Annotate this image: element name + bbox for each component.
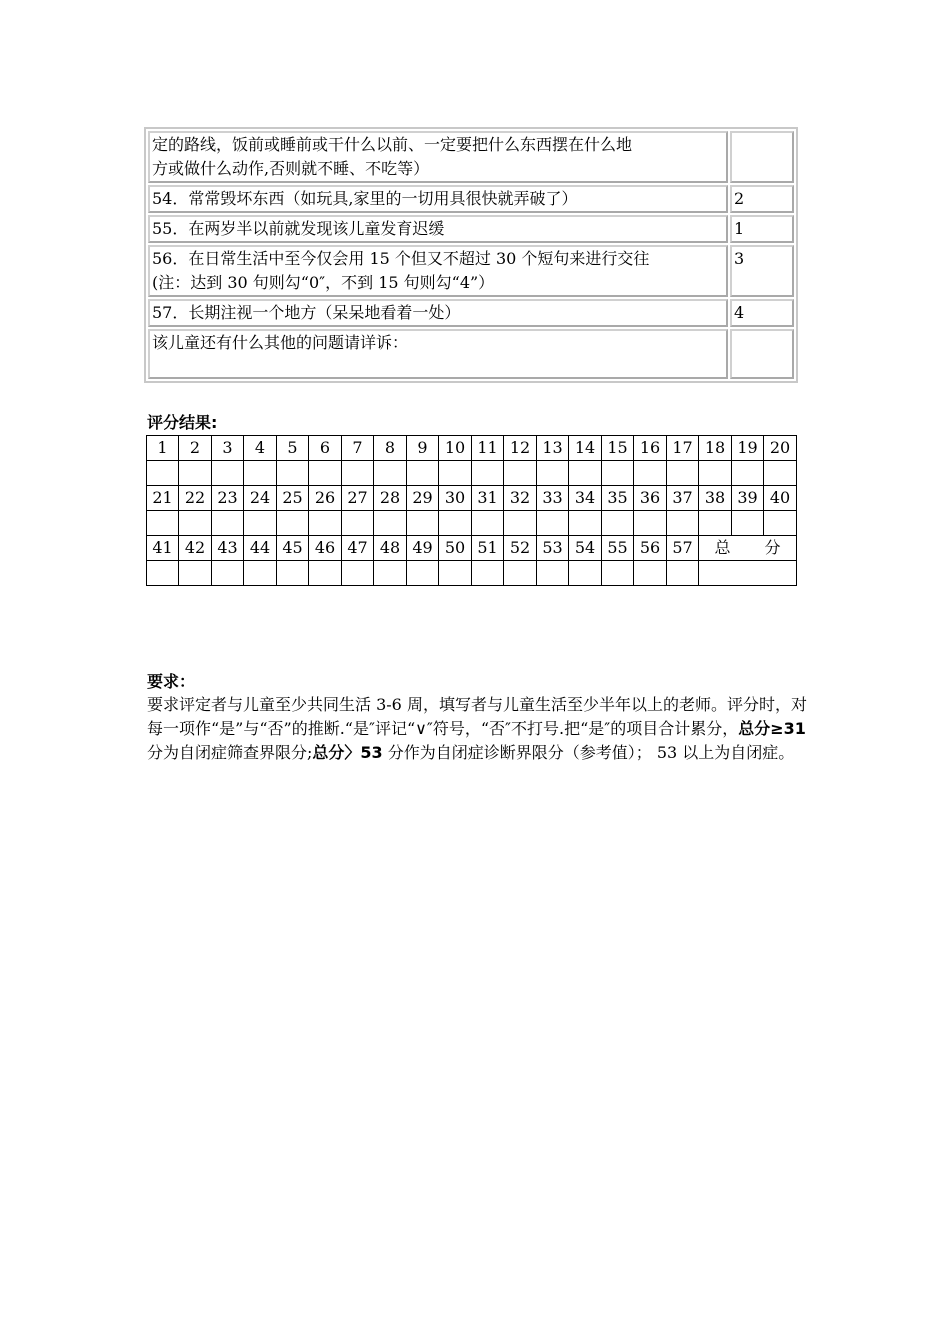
total-label-cell	[699, 536, 797, 561]
score-entry-cell[interactable]	[764, 511, 797, 536]
item-number-cell: 19	[732, 436, 764, 461]
question-row	[148, 185, 794, 213]
score-entry-cell[interactable]	[407, 461, 439, 486]
score-entry-cell[interactable]	[244, 461, 277, 486]
item-number-cell: 28	[374, 486, 407, 511]
item-number-cell: 21	[147, 486, 179, 511]
grid-score-row	[147, 461, 797, 486]
question-score	[730, 329, 794, 379]
grid-number-row	[147, 436, 797, 461]
item-number-cell: 55	[602, 536, 634, 561]
score-entry-cell[interactable]	[309, 461, 342, 486]
item-number-cell: 36	[634, 486, 667, 511]
item-number-cell: 2	[179, 436, 212, 461]
requirements-text-3: 分作为自闭症诊断界限分（参考值）； 53 以上为自闭症。	[382, 743, 795, 762]
item-number-cell: 16	[634, 436, 667, 461]
question-text: 57．长期注视一个地方（呆呆地看着一处）	[148, 299, 728, 327]
item-number-cell: 12	[504, 436, 537, 461]
score-entry-cell[interactable]	[374, 561, 407, 586]
item-number-cell: 50	[439, 536, 472, 561]
item-number-cell: 17	[667, 436, 699, 461]
score-entry-cell[interactable]	[537, 561, 569, 586]
item-number-cell: 26	[309, 486, 342, 511]
score-grid	[146, 435, 797, 586]
item-number-cell: 15	[602, 436, 634, 461]
score-entry-cell[interactable]	[244, 511, 277, 536]
score-entry-cell[interactable]	[602, 511, 634, 536]
score-entry-cell[interactable]	[569, 561, 602, 586]
score-entry-cell[interactable]	[374, 461, 407, 486]
item-number-cell: 41	[147, 536, 179, 561]
score-entry-cell[interactable]	[634, 511, 667, 536]
item-number-cell: 20	[764, 436, 797, 461]
score-entry-cell[interactable]	[472, 561, 504, 586]
threshold-screening: 总分≥31	[738, 719, 806, 738]
grid-number-row	[147, 486, 797, 511]
score-entry-cell[interactable]	[537, 511, 569, 536]
score-entry-cell[interactable]	[602, 561, 634, 586]
item-number-cell: 23	[212, 486, 244, 511]
item-number-cell: 45	[277, 536, 309, 561]
score-entry-cell[interactable]	[277, 511, 309, 536]
item-number-cell: 14	[569, 436, 602, 461]
requirements-text-1: 要求评定者与儿童至少共同生活 3-6 周，填写者与儿童生活至少半年以上的老师。评分时，对每一项作“是”与“否”的推断.“是″评记“∨″符号，“否″不打号.把“是″的项目合计累分，	[147, 695, 807, 738]
item-number-cell: 47	[342, 536, 374, 561]
item-number-cell: 35	[602, 486, 634, 511]
total-label-2: 分	[764, 538, 781, 557]
score-entry-cell[interactable]	[407, 561, 439, 586]
score-entry-cell[interactable]	[699, 561, 797, 586]
item-number-cell: 33	[537, 486, 569, 511]
score-entry-cell[interactable]	[147, 561, 179, 586]
score-entry-cell[interactable]	[504, 461, 537, 486]
question-score: 1	[730, 215, 794, 243]
score-entry-cell[interactable]	[374, 511, 407, 536]
item-number-cell: 49	[407, 536, 439, 561]
item-number-cell: 57	[667, 536, 699, 561]
question-text: 56．在日常生活中至今仅会用 15 个但又不超过 30 个短句来进行交往 (注：达到 30 句则勾“0″，不到 15 句则勾“4”）	[148, 245, 728, 297]
score-entry-cell[interactable]	[472, 461, 504, 486]
grid-number-row	[147, 536, 797, 561]
question-text: 54．常常毁坏东西（如玩具,家里的一切用具很快就弄破了）	[148, 185, 728, 213]
item-number-cell: 39	[732, 486, 764, 511]
score-entry-cell[interactable]	[212, 461, 244, 486]
score-entry-cell[interactable]	[472, 511, 504, 536]
item-number-cell: 9	[407, 436, 439, 461]
item-number-cell: 54	[569, 536, 602, 561]
item-number-cell: 3	[212, 436, 244, 461]
score-entry-cell[interactable]	[179, 561, 212, 586]
item-number-cell: 22	[179, 486, 212, 511]
total-label-1: 总	[714, 538, 731, 557]
score-entry-cell[interactable]	[667, 461, 699, 486]
score-entry-cell[interactable]	[667, 561, 699, 586]
item-number-cell: 48	[374, 536, 407, 561]
question-score: 3	[730, 245, 794, 297]
item-number-cell: 10	[439, 436, 472, 461]
score-entry-cell[interactable]	[667, 511, 699, 536]
item-number-cell: 1	[147, 436, 179, 461]
item-number-cell: 8	[374, 436, 407, 461]
score-entry-cell[interactable]	[342, 561, 374, 586]
item-number-cell: 38	[699, 486, 732, 511]
item-number-cell: 7	[342, 436, 374, 461]
score-entry-cell[interactable]	[179, 461, 212, 486]
item-number-cell: 31	[472, 486, 504, 511]
score-entry-cell[interactable]	[764, 461, 797, 486]
item-number-cell: 30	[439, 486, 472, 511]
score-entry-cell[interactable]	[212, 511, 244, 536]
score-entry-cell[interactable]	[277, 461, 309, 486]
item-number-cell: 32	[504, 486, 537, 511]
question-score	[730, 131, 794, 183]
item-number-cell: 37	[667, 486, 699, 511]
item-number-cell: 24	[244, 486, 277, 511]
question-row	[148, 299, 794, 327]
item-number-cell: 51	[472, 536, 504, 561]
score-entry-cell[interactable]	[537, 461, 569, 486]
question-text: 55．在两岁半以前就发现该儿童发育迟缓	[148, 215, 728, 243]
grid-score-row	[147, 561, 797, 586]
score-entry-cell[interactable]	[634, 461, 667, 486]
scoring-title: 评分结果:	[147, 413, 218, 432]
item-number-cell: 5	[277, 436, 309, 461]
score-entry-cell[interactable]	[504, 511, 537, 536]
score-entry-cell[interactable]	[699, 461, 732, 486]
item-number-cell: 11	[472, 436, 504, 461]
item-number-cell: 46	[309, 536, 342, 561]
item-number-cell: 52	[504, 536, 537, 561]
score-entry-cell[interactable]	[732, 511, 764, 536]
question-row	[148, 329, 794, 379]
item-number-cell: 42	[179, 536, 212, 561]
score-entry-cell[interactable]	[439, 461, 472, 486]
question-text: 该儿童还有什么其他的问题请详诉：	[148, 329, 728, 379]
score-entry-cell[interactable]	[439, 511, 472, 536]
score-entry-cell[interactable]	[699, 511, 732, 536]
item-number-cell: 18	[699, 436, 732, 461]
item-number-cell: 43	[212, 536, 244, 561]
score-entry-cell[interactable]	[147, 461, 179, 486]
score-entry-cell[interactable]	[634, 561, 667, 586]
score-entry-cell[interactable]	[569, 511, 602, 536]
question-row	[148, 215, 794, 243]
score-entry-cell[interactable]	[504, 561, 537, 586]
score-entry-cell[interactable]	[147, 511, 179, 536]
item-number-cell: 40	[764, 486, 797, 511]
score-entry-cell[interactable]	[342, 461, 374, 486]
item-number-cell: 44	[244, 536, 277, 561]
score-entry-cell[interactable]	[309, 561, 342, 586]
item-number-cell: 56	[634, 536, 667, 561]
requirements-text	[147, 693, 807, 765]
question-score: 4	[730, 299, 794, 327]
item-number-cell: 4	[244, 436, 277, 461]
threshold-diagnosis: 总分〉53	[312, 743, 383, 762]
requirements-text-2: 分为自闭症筛查界限分;	[147, 743, 313, 762]
score-entry-cell[interactable]	[244, 561, 277, 586]
questionnaire-table	[144, 127, 798, 383]
score-entry-cell[interactable]	[439, 561, 472, 586]
item-number-cell: 34	[569, 486, 602, 511]
score-entry-cell[interactable]	[277, 561, 309, 586]
score-entry-cell[interactable]	[602, 461, 634, 486]
item-number-cell: 27	[342, 486, 374, 511]
score-entry-cell[interactable]	[179, 511, 212, 536]
question-score: 2	[730, 185, 794, 213]
item-number-cell: 25	[277, 486, 309, 511]
score-entry-cell[interactable]	[407, 511, 439, 536]
item-number-cell: 29	[407, 486, 439, 511]
question-text: 定的路线，饭前或睡前或干什么以前、一定要把什么东西摆在什么地 方或做什么动作,否则就不睡、不吃等）	[148, 131, 728, 183]
score-entry-cell[interactable]	[732, 461, 764, 486]
question-row	[148, 131, 794, 183]
score-entry-cell[interactable]	[342, 511, 374, 536]
item-number-cell: 53	[537, 536, 569, 561]
score-entry-cell[interactable]	[309, 511, 342, 536]
score-entry-cell[interactable]	[569, 461, 602, 486]
grid-score-row	[147, 511, 797, 536]
item-number-cell: 6	[309, 436, 342, 461]
requirements-title: 要求：	[147, 672, 196, 691]
item-number-cell: 13	[537, 436, 569, 461]
question-row	[148, 245, 794, 297]
score-entry-cell[interactable]	[212, 561, 244, 586]
